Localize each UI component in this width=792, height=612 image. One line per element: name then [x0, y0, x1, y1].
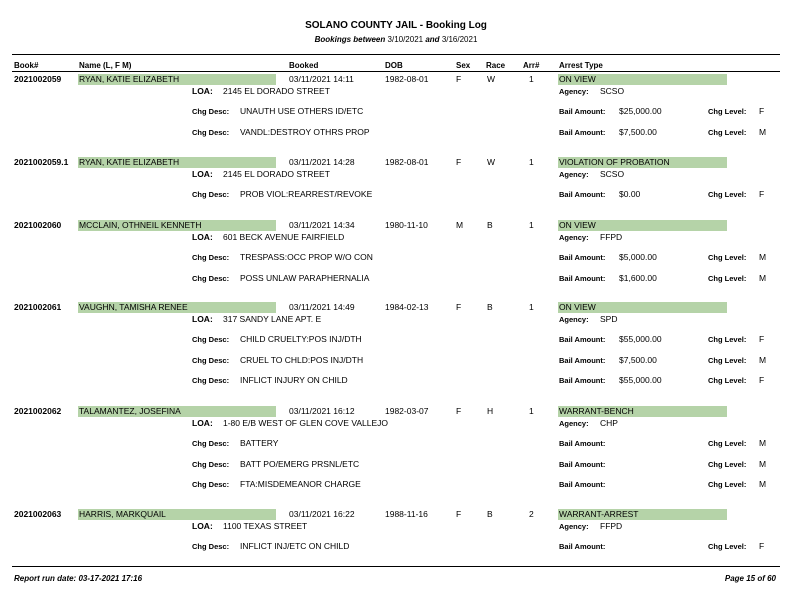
inmate-name: RYAN, KATIE ELIZABETH — [78, 157, 276, 168]
chg-level: F — [759, 189, 765, 199]
col-arr: Arr# — [523, 61, 540, 70]
column-rule — [12, 71, 780, 72]
bail-amount-label: Bail Amount: — [559, 273, 606, 283]
race: B — [487, 509, 493, 519]
agency-label: Agency: — [559, 315, 589, 324]
subtitle-and: and — [425, 35, 440, 44]
arrest-number: 1 — [529, 302, 534, 312]
bail-amount-label: Bail Amount: — [559, 355, 606, 365]
race: B — [487, 220, 493, 230]
chg-desc-label: Chg Desc: — [192, 480, 230, 489]
chg-level: F — [759, 375, 765, 385]
chg-desc: TRESPASS:OCC PROP W/O CON — [240, 252, 373, 262]
booked-datetime: 03/11/2021 16:12 — [289, 406, 355, 416]
loa-label: LOA: — [192, 86, 213, 96]
end-date: 3/16/2021 — [441, 35, 478, 44]
chg-desc: BATTERY — [240, 438, 279, 448]
page-number: Page 15 of 60 — [724, 574, 776, 583]
chg-desc: BATT PO/EMERG PRSNL/ETC — [240, 458, 360, 469]
chg-level-label: Chg Level: — [708, 253, 747, 262]
report-subtitle — [0, 35, 792, 44]
chg-level-label: Chg Level: — [708, 335, 747, 344]
chg-desc: VANDL:DESTROY OTHRS PROP — [240, 126, 370, 137]
agency-label: Agency: — [559, 522, 589, 531]
chg-desc: CHILD CRUELTY:POS INJ/DTH — [240, 334, 362, 344]
loa-value: 1100 TEXAS STREET — [223, 521, 308, 531]
bail-amount-label: Bail Amount: — [559, 376, 606, 385]
arrest-type: ON VIEW — [558, 74, 727, 85]
footer-rule — [12, 566, 780, 567]
bail-amount: $25,000.00 — [619, 106, 662, 116]
agency-value: SPD — [600, 314, 618, 324]
chg-level: F — [759, 541, 765, 551]
bail-amount: $1,600.00 — [619, 272, 657, 283]
sex: F — [456, 509, 462, 519]
arrest-type: VIOLATION OF PROBATION — [558, 157, 727, 168]
chg-level-label: Chg Level: — [708, 273, 747, 283]
inmate-name: MCCLAIN, OTHNEIL KENNETH — [78, 220, 276, 231]
chg-level-label: Chg Level: — [708, 459, 747, 469]
subtitle-prefix: Bookings between — [314, 35, 386, 44]
bail-amount: $7,500.00 — [619, 126, 657, 137]
agency-label: Agency: — [559, 419, 589, 428]
report-title: SOLANO COUNTY JAIL - Booking Log — [305, 20, 487, 31]
arrest-number: 1 — [529, 406, 534, 416]
chg-level: M — [759, 126, 767, 137]
chg-desc: CRUEL TO CHLD:POS INJ/DTH — [240, 354, 364, 365]
race: W — [487, 74, 496, 84]
chg-level: M — [759, 458, 767, 469]
sex: F — [456, 406, 462, 416]
chg-level-label: Chg Level: — [708, 439, 747, 448]
chg-desc-label: Chg Desc: — [192, 335, 230, 344]
col-sex: Sex — [456, 61, 471, 70]
col-dob: DOB — [385, 61, 403, 70]
start-date: 3/10/2021 — [387, 35, 424, 44]
loa-label: LOA: — [192, 169, 213, 179]
col-race: Race — [486, 61, 506, 70]
col-book: Book# — [14, 61, 39, 70]
bail-amount: $7,500.00 — [619, 354, 657, 365]
header-rule — [12, 54, 780, 55]
book-number: 2021002059.1 — [14, 157, 69, 167]
loa-value: 2145 EL DORADO STREET — [223, 169, 330, 179]
arrest-number: 1 — [529, 220, 534, 230]
bail-amount-label: Bail Amount: — [559, 335, 606, 344]
report-run-date: Report run date: 03-17-2021 17:16 — [14, 574, 143, 583]
chg-level: M — [759, 272, 767, 283]
arrest-number: 2 — [529, 509, 534, 519]
inmate-name: VAUGHN, TAMISHA RENEE — [78, 302, 276, 313]
chg-level: F — [759, 106, 765, 116]
loa-label: LOA: — [192, 314, 213, 324]
loa-label: LOA: — [192, 521, 213, 531]
chg-desc: FTA:MISDEMEANOR CHARGE — [240, 479, 361, 489]
race: W — [487, 157, 496, 167]
loa-value: 601 BECK AVENUE FAIRFIELD — [223, 232, 345, 242]
chg-desc: INFLICT INJ/ETC ON CHILD — [240, 541, 350, 551]
chg-desc-label: Chg Desc: — [192, 253, 230, 262]
bail-amount-label: Bail Amount: — [559, 542, 606, 551]
chg-desc-label: Chg Desc: — [192, 542, 230, 551]
race: H — [487, 406, 494, 416]
sex: F — [456, 302, 462, 312]
bail-amount: $5,000.00 — [619, 252, 657, 262]
chg-desc-label: Chg Desc: — [192, 439, 230, 448]
loa-label: LOA: — [192, 418, 213, 428]
book-number: 2021002059 — [14, 74, 62, 84]
chg-level: M — [759, 354, 767, 365]
col-booked: Booked — [289, 61, 319, 70]
agency-value: SCSO — [600, 169, 625, 179]
col-arrest-type: Arrest Type — [559, 61, 603, 70]
arrest-type: WARRANT-ARREST — [558, 509, 727, 520]
dob: 1984-02-13 — [385, 302, 429, 312]
chg-desc-label: Chg Desc: — [192, 355, 230, 365]
dob: 1982-08-01 — [385, 74, 429, 84]
chg-level-label: Chg Level: — [708, 480, 747, 489]
chg-level: F — [759, 334, 765, 344]
dob: 1980-11-10 — [385, 220, 428, 230]
sex: F — [456, 74, 462, 84]
chg-level: M — [759, 438, 767, 448]
booked-datetime: 03/11/2021 14:28 — [289, 157, 355, 167]
agency-label: Agency: — [559, 233, 589, 242]
chg-level-label: Chg Level: — [708, 190, 747, 199]
bail-amount-label: Bail Amount: — [559, 127, 606, 137]
chg-desc: POSS UNLAW PARAPHERNALIA — [240, 272, 370, 283]
book-number: 2021002060 — [14, 220, 62, 230]
chg-desc-label: Chg Desc: — [192, 376, 230, 385]
bail-amount: $55,000.00 — [619, 334, 662, 344]
bail-amount-label: Bail Amount: — [559, 439, 606, 448]
loa-label: LOA: — [192, 232, 213, 242]
dob: 1988-11-16 — [385, 509, 428, 519]
bail-amount-label: Bail Amount: — [559, 190, 606, 199]
bail-amount: $55,000.00 — [619, 375, 662, 385]
booked-datetime: 03/11/2021 16:22 — [289, 509, 355, 519]
chg-desc-label: Chg Desc: — [192, 273, 230, 283]
arrest-number: 1 — [529, 157, 534, 167]
bail-amount: $0.00 — [619, 189, 641, 199]
arrest-type: WARRANT-BENCH — [558, 406, 727, 417]
chg-desc-label: Chg Desc: — [192, 459, 230, 469]
agency-value: CHP — [600, 418, 618, 428]
sex: M — [456, 220, 464, 230]
agency-label: Agency: — [559, 170, 589, 179]
loa-value: 2145 EL DORADO STREET — [223, 86, 330, 96]
chg-desc-label: Chg Desc: — [192, 107, 230, 116]
arrest-number: 1 — [529, 74, 534, 84]
bail-amount-label: Bail Amount: — [559, 107, 606, 116]
chg-level-label: Chg Level: — [708, 107, 747, 116]
book-number: 2021002062 — [14, 406, 62, 416]
arrest-type: ON VIEW — [558, 220, 727, 231]
col-name: Name (L, F M) — [79, 61, 132, 70]
booked-datetime: 03/11/2021 14:34 — [289, 220, 355, 230]
sex: F — [456, 157, 462, 167]
loa-value: 317 SANDY LANE APT. E — [223, 314, 322, 324]
chg-level-label: Chg Level: — [708, 355, 747, 365]
loa-value: 1-80 E/B WEST OF GLEN COVE VALLEJO — [223, 418, 389, 428]
arrest-type: ON VIEW — [558, 302, 727, 313]
agency-value: FFPD — [600, 232, 623, 242]
booked-datetime: 03/11/2021 14:49 — [289, 302, 355, 312]
book-number: 2021002063 — [14, 509, 62, 519]
chg-desc-label: Chg Desc: — [192, 190, 230, 199]
chg-desc-label: Chg Desc: — [192, 127, 230, 137]
inmate-name: HARRIS, MARKQUAIL — [78, 509, 276, 520]
agency-value: FFPD — [600, 521, 623, 531]
inmate-name: RYAN, KATIE ELIZABETH — [78, 74, 276, 85]
booked-datetime: 03/11/2021 14:11 — [289, 74, 354, 84]
chg-level-label: Chg Level: — [708, 376, 747, 385]
dob: 1982-03-07 — [385, 406, 429, 416]
chg-level-label: Chg Level: — [708, 542, 747, 551]
dob: 1982-08-01 — [385, 157, 429, 167]
bail-amount-label: Bail Amount: — [559, 480, 606, 489]
chg-level: M — [759, 479, 767, 489]
chg-desc: INFLICT INJURY ON CHILD — [240, 375, 348, 385]
chg-level-label: Chg Level: — [708, 127, 747, 137]
chg-desc: PROB VIOL:REARREST/REVOKE — [240, 189, 373, 199]
book-number: 2021002061 — [14, 302, 62, 312]
bail-amount-label: Bail Amount: — [559, 253, 606, 262]
agency-value: SCSO — [600, 86, 625, 96]
race: B — [487, 302, 493, 312]
inmate-name: TALAMANTEZ, JOSEFINA — [78, 406, 276, 417]
chg-level: M — [759, 252, 767, 262]
agency-label: Agency: — [559, 87, 589, 96]
chg-desc: UNAUTH USE OTHERS ID/ETC — [240, 106, 364, 116]
bail-amount-label: Bail Amount: — [559, 459, 606, 469]
